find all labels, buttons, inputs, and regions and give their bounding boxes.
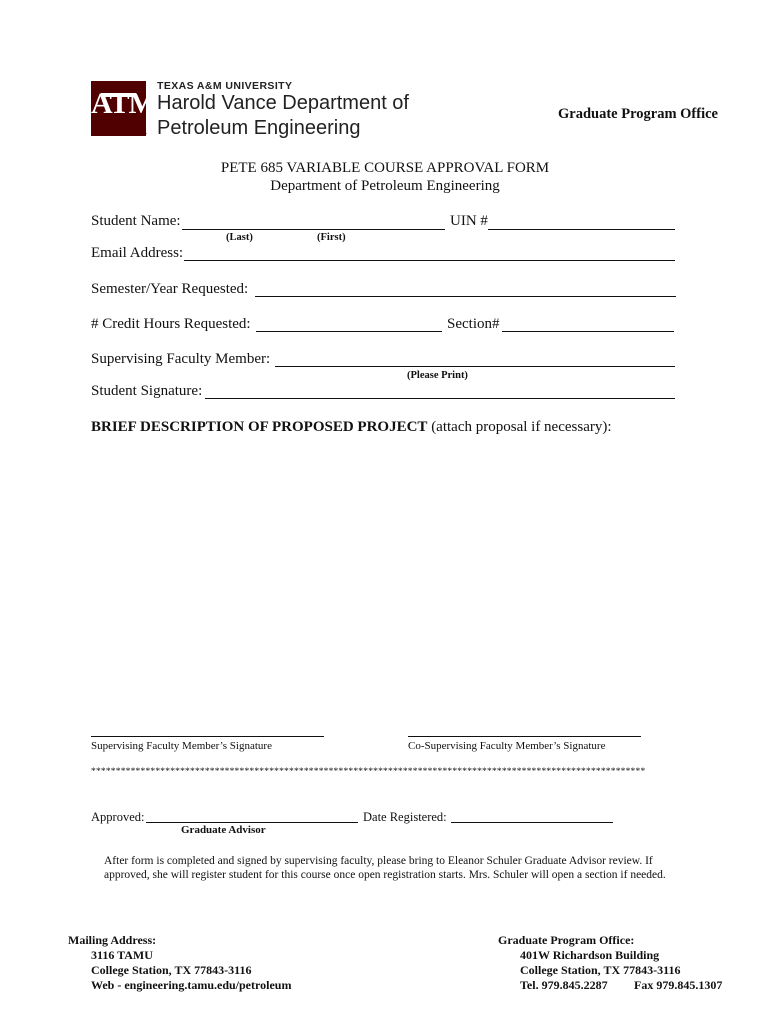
last-name-hint: (Last) — [226, 232, 253, 243]
office-address-line2: College Station, TX 77843-3116 — [520, 963, 681, 977]
tamu-logo — [91, 81, 156, 136]
student-name-field[interactable] — [182, 229, 445, 230]
co-supervising-signature-field[interactable] — [408, 736, 641, 737]
university-name: TEXAS A&M UNIVERSITY — [157, 80, 293, 92]
mailing-address-line2: College Station, TX 77843-3116 — [91, 963, 252, 977]
email-field[interactable] — [184, 260, 675, 261]
mailing-address-line1: 3116 TAMU — [91, 948, 153, 962]
co-supervising-signature-label: Co-Supervising Faculty Member’s Signature — [408, 740, 606, 752]
office-fax: Fax 979.845.1307 — [634, 978, 723, 992]
section-label: Section# — [447, 316, 500, 332]
graduate-advisor-hint: Graduate Advisor — [181, 824, 266, 836]
logo-registered-mark: . — [145, 127, 148, 136]
faculty-label: Supervising Faculty Member: — [91, 351, 271, 367]
section-field[interactable] — [502, 331, 674, 332]
supervising-signature-field[interactable] — [91, 736, 324, 737]
date-registered-label: Date Registered: — [363, 810, 447, 824]
email-label: Email Address: — [91, 245, 184, 261]
student-name-label: Student Name: — [91, 213, 181, 229]
semester-field[interactable] — [255, 296, 676, 297]
office-telephone: Tel. 979.845.2287 — [520, 978, 608, 992]
description-heading — [91, 419, 612, 436]
date-registered-field[interactable] — [451, 822, 613, 823]
student-signature-label: Student Signature: — [91, 383, 203, 399]
instructions-line2: approved, she will register student for this course once open registration starts. Mrs. Schuler will open a section if needed. — [104, 869, 666, 881]
form-title: PETE 685 VARIABLE COURSE APPROVAL FORM — [220, 160, 550, 176]
please-print-hint: (Please Print) — [407, 370, 468, 381]
credit-hours-label: # Credit Hours Requested: — [91, 316, 251, 332]
credit-hours-field[interactable] — [256, 331, 442, 332]
star-divider: **************************************************************************************************************** — [91, 767, 646, 777]
office-heading: Graduate Program Office — [558, 106, 718, 122]
mailing-address-title: Mailing Address: — [68, 933, 157, 947]
description-heading-bold: BRIEF DESCRIPTION OF PROPOSED PROJECT — [91, 419, 428, 435]
semester-label: Semester/Year Requested: — [91, 281, 249, 297]
office-address-title: Graduate Program Office: — [498, 933, 635, 947]
approved-label: Approved: — [91, 810, 145, 824]
department-name-line1: Harold Vance Department of — [157, 92, 409, 114]
student-signature-field[interactable] — [205, 398, 675, 399]
approved-field[interactable] — [146, 822, 358, 823]
department-name-line2: Petroleum Engineering — [157, 117, 361, 139]
uin-field[interactable] — [488, 229, 675, 230]
logo-letters: ATM — [91, 87, 156, 120]
instructions-line1: After form is completed and signed by supervising faculty, please bring to Eleanor Schuler Graduate Advisor review. If — [104, 855, 653, 867]
office-address-line1: 401W Richardson Building — [520, 948, 660, 962]
uin-label: UIN # — [450, 213, 488, 229]
form-subtitle: Department of Petroleum Engineering — [270, 178, 500, 194]
faculty-field[interactable] — [275, 366, 675, 367]
mailing-address-web: Web - engineering.tamu.edu/petroleum — [91, 978, 292, 992]
description-area[interactable] — [91, 445, 676, 725]
supervising-signature-label: Supervising Faculty Member’s Signature — [91, 740, 272, 752]
description-heading-note: (attach proposal if necessary): — [427, 419, 612, 435]
first-name-hint: (First) — [317, 232, 346, 243]
